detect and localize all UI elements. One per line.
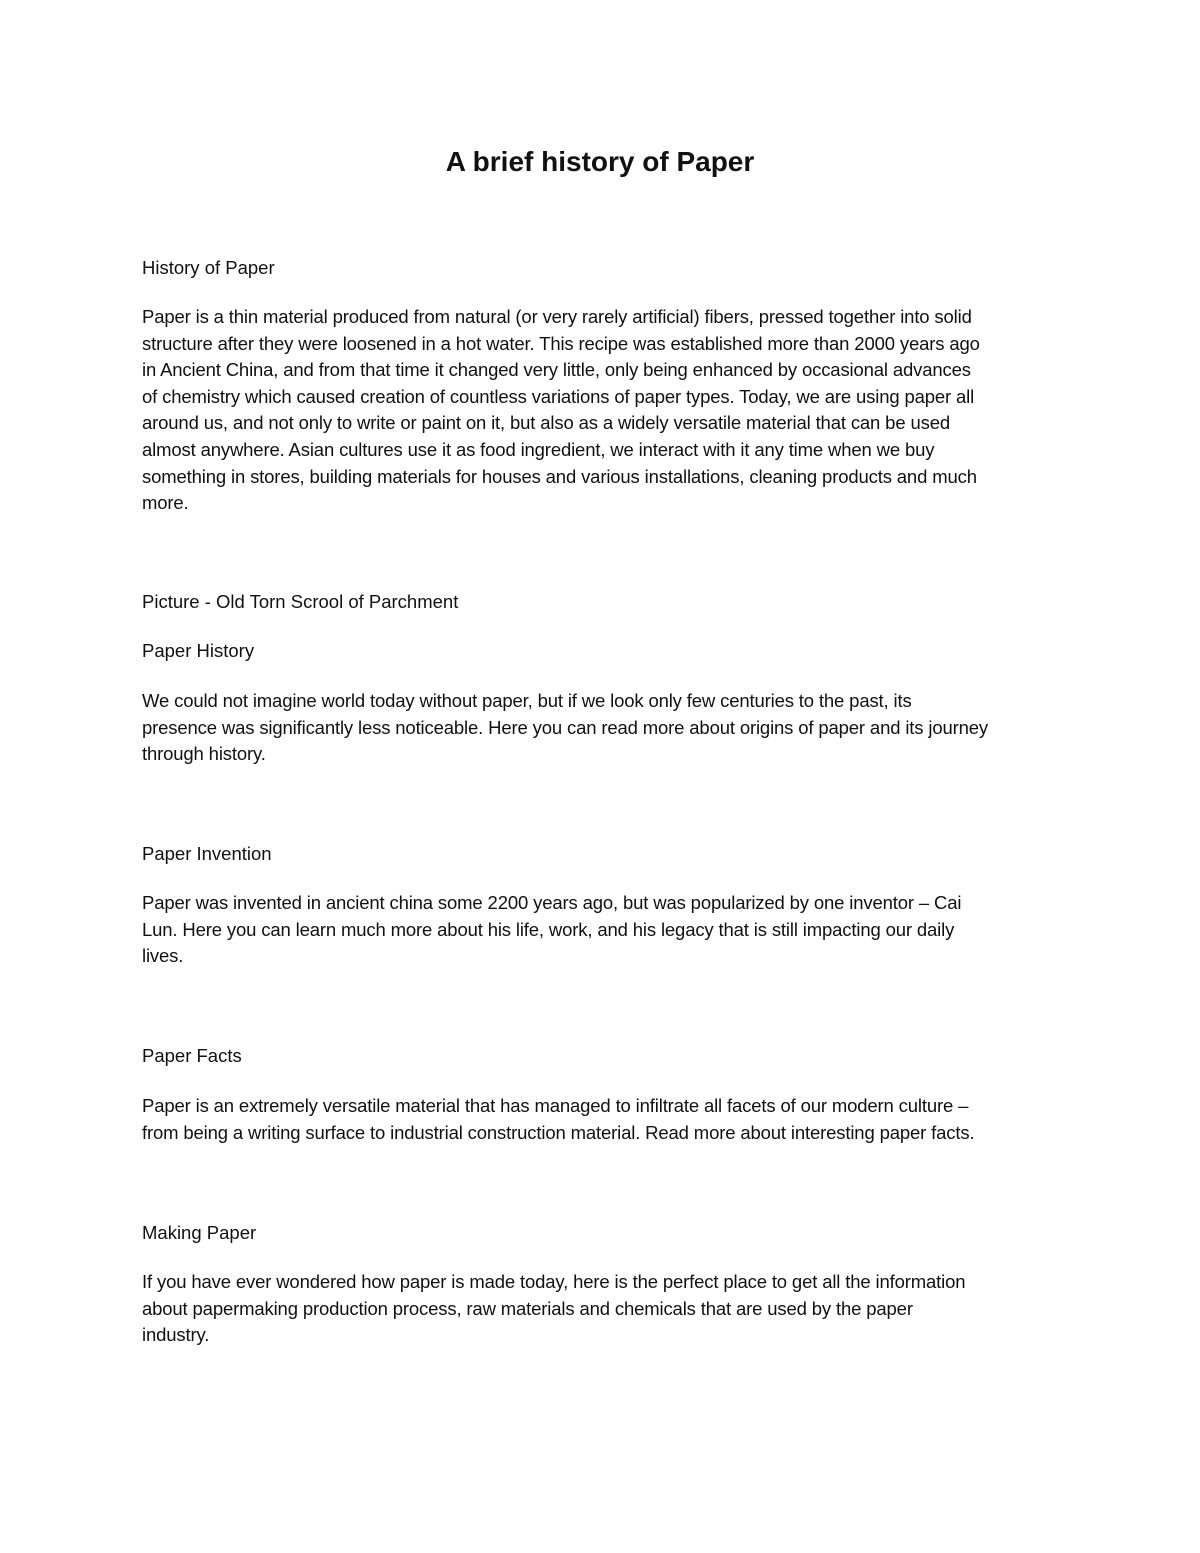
paragraph-line: industry. [142,1324,210,1346]
paragraph-line: in Ancient China, and from that time it changed very little, only being enhanced by occasional advances [142,359,971,381]
paragraph-line: from being a writing surface to industrial construction material. Read more about interesting paper facts. [142,1121,975,1143]
paragraph-line: of chemistry which caused creation of countless variations of paper types. Today, we are using paper all [142,385,975,407]
paragraph-line: around us, and not only to write or paint on it, but also as a widely versatile material that can be used [142,412,950,434]
picture-caption: Picture - Old Torn Scrool of Parchment [142,591,459,612]
paragraph-line: structure after they were loosened in a hot water. This recipe was established more than 2000 years ago [142,332,980,354]
paragraph-paper-history [142,688,1072,768]
paragraph-line: If you have ever wondered how paper is made today, here is the perfect place to get all the information [142,1271,966,1292]
paragraph-line: We could not imagine world today without paper, but if we look only few centuries to the past, its [142,690,912,711]
paragraph-line: something in stores, building materials for houses and various installations, cleaning products and much [142,465,977,487]
paragraph-line: Paper is a thin material produced from natural (or very rarely artificial) fibers, pressed together into solid [142,306,972,327]
paragraph-line: more. [142,492,189,514]
paragraph-paper-invention [142,890,1072,970]
paragraph-history-of-paper [142,304,1072,517]
paragraph-line: lives. [142,945,184,967]
section-heading-paper-history: Paper History [142,640,255,661]
paragraph-line: about papermaking production process, raw materials and chemicals that are used by the paper [142,1297,913,1319]
paragraph-line: almost anywhere. Asian cultures use it as food ingredient, we interact with it any time when we buy [142,438,935,460]
section-heading-paper-invention: Paper Invention [142,843,272,864]
section-heading-making-paper: Making Paper [142,1222,257,1243]
paragraph-line: Lun. Here you can learn much more about his life, work, and his legacy that is still impacting our daily [142,918,955,940]
paragraph-paper-facts [142,1093,1072,1146]
document-title: A brief history of Paper [445,146,755,177]
section-heading-paper-facts: Paper Facts [142,1045,242,1066]
paragraph-making-paper [142,1269,1072,1349]
paragraph-line: Paper was invented in ancient china some 2200 years ago, but was popularized by one inventor – Cai [142,892,962,913]
section-heading-history-of-paper: History of Paper [142,257,275,278]
paragraph-line: presence was significantly less noticeable. Here you can read more about origins of paper and its journey [142,716,989,738]
paragraph-line: Paper is an extremely versatile material that has managed to infiltrate all facets of our modern culture – [142,1095,969,1116]
paragraph-line: through history. [142,743,266,765]
